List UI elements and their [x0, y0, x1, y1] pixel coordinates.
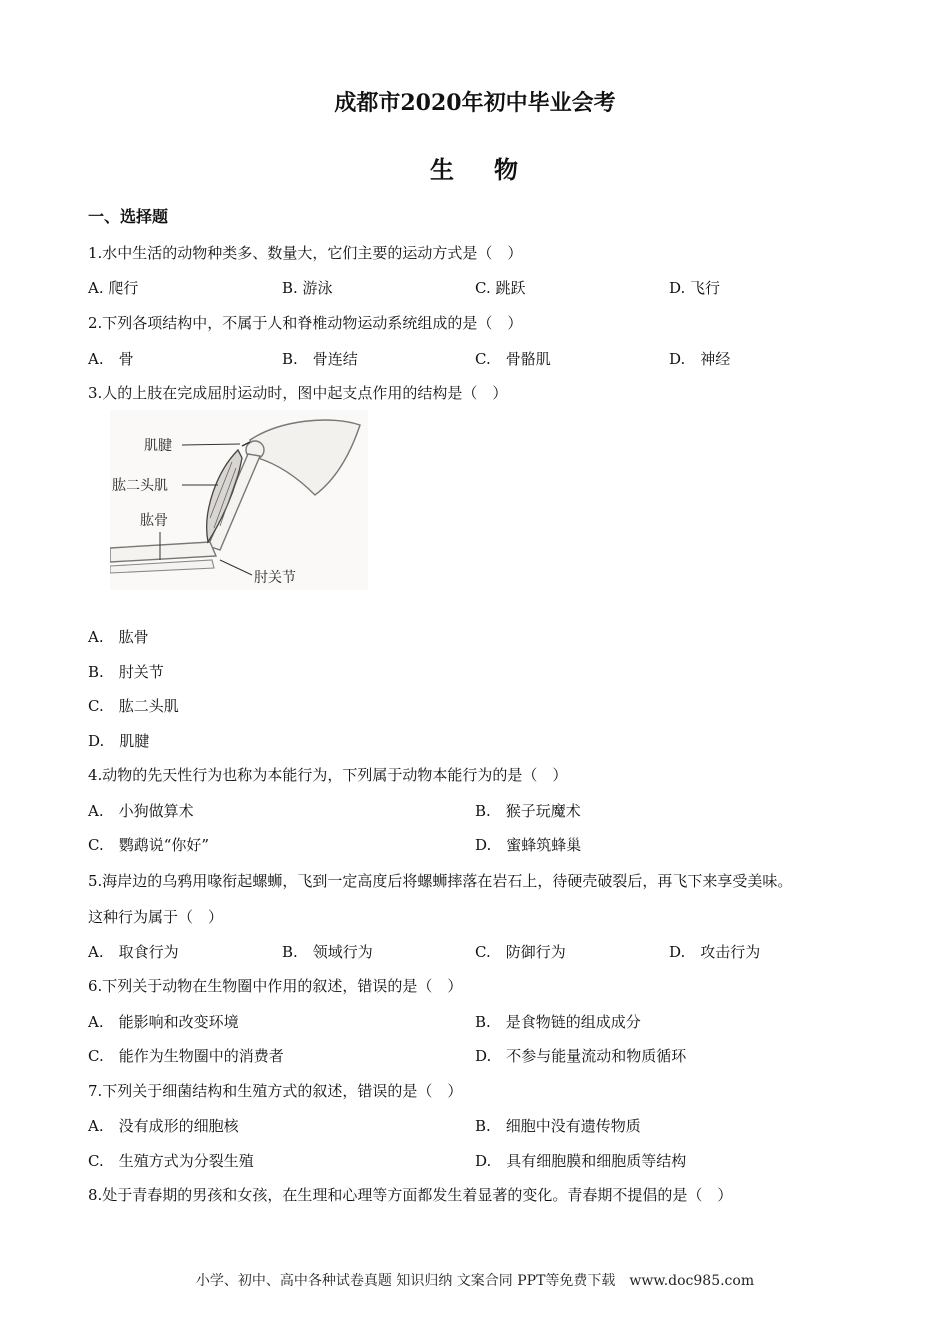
subject-char-1: 生	[430, 155, 456, 184]
subject-char-2: 物	[494, 155, 520, 184]
page-footer: 小学、初中、高中各种试卷真题 知识归纳 文案合同 PPT等免费下载 www.doc985.com	[195, 1273, 755, 1289]
q2-option-c: C. 骨骼肌	[475, 350, 551, 368]
q1-option-a: A. 爬行	[88, 279, 139, 297]
question-5-stem-line1: 5.海岸边的乌鸦用喙衔起螺蛳，飞到一定高度后将螺蛳摔落在岩石上，待硬壳破裂后，再飞下来享受美味。	[88, 872, 793, 890]
q1-option-c: C. 跳跃	[475, 279, 526, 297]
q7-option-b: B. 细胞中没有遗传物质	[475, 1117, 641, 1135]
q3-option-b: B. 肘关节	[88, 663, 164, 681]
q7-option-a: A. 没有成形的细胞核	[88, 1117, 239, 1135]
subject-title	[0, 150, 950, 185]
question-8-stem: 8.处于青春期的男孩和女孩，在生理和心理等方面都发生着显著的变化。青春期不提倡的是（ ）	[88, 1186, 733, 1204]
q5-option-b: B. 领域行为	[282, 943, 373, 961]
q2-option-a: A. 骨	[88, 350, 134, 368]
q3-option-a: A. 肱骨	[88, 628, 149, 646]
arm-diagram	[110, 410, 368, 590]
q3-option-d: D. 肌腱	[88, 732, 150, 750]
q2-option-b: B. 骨连结	[282, 350, 358, 368]
section-heading: 一、选择题	[88, 207, 169, 226]
q5-option-a: A. 取食行为	[88, 943, 179, 961]
q6-option-c: C. 能作为生物圈中的消费者	[88, 1047, 284, 1065]
q6-option-b: B. 是食物链的组成成分	[475, 1013, 641, 1031]
q1-option-d: D. 飞行	[669, 279, 721, 297]
question-2-stem: 2.下列各项结构中，不属于人和脊椎动物运动系统组成的是（ ）	[88, 314, 523, 332]
label-biceps: 肱二头肌	[112, 478, 168, 494]
question-4-stem: 4.动物的先天性行为也称为本能行为，下列属于动物本能行为的是（ ）	[88, 766, 568, 784]
q4-option-a: A. 小狗做算术	[88, 802, 194, 820]
q5-option-c: C. 防御行为	[475, 943, 566, 961]
q6-option-d: D. 不参与能量流动和物质循环	[475, 1047, 687, 1065]
q1-option-b: B. 游泳	[282, 279, 333, 297]
question-1-stem: 1.水中生活的动物种类多、数量大，它们主要的运动方式是（ ）	[88, 244, 523, 262]
q2-option-d: D. 神经	[669, 350, 731, 368]
question-6-stem: 6.下列关于动物在生物圈中作用的叙述，错误的是（ ）	[88, 977, 463, 995]
label-tendon: 肌腱	[144, 438, 172, 454]
question-7-stem: 7.下列关于细菌结构和生殖方式的叙述，错误的是（ ）	[88, 1082, 463, 1100]
arm-diagram-svg	[110, 410, 368, 590]
q7-option-d: D. 具有细胞膜和细胞质等结构	[475, 1152, 687, 1170]
q3-option-c: C. 肱二头肌	[88, 697, 179, 715]
q6-option-a: A. 能影响和改变环境	[88, 1013, 239, 1031]
exam-title: 成都市2020年初中毕业会考	[334, 90, 616, 116]
q5-option-d: D. 攻击行为	[669, 943, 761, 961]
label-elbow: 肘关节	[254, 570, 296, 586]
label-humerus: 肱骨	[140, 513, 168, 529]
q4-option-b: B. 猴子玩魔术	[475, 802, 581, 820]
q4-option-c: C. 鹦鹉说“你好”	[88, 836, 210, 854]
question-3-stem: 3.人的上肢在完成屈肘运动时，图中起支点作用的结构是（ ）	[88, 384, 508, 402]
q4-option-d: D. 蜜蜂筑蜂巢	[475, 836, 582, 854]
q7-option-c: C. 生殖方式为分裂生殖	[88, 1152, 254, 1170]
question-5-stem-line2: 这种行为属于（ ）	[88, 908, 224, 926]
